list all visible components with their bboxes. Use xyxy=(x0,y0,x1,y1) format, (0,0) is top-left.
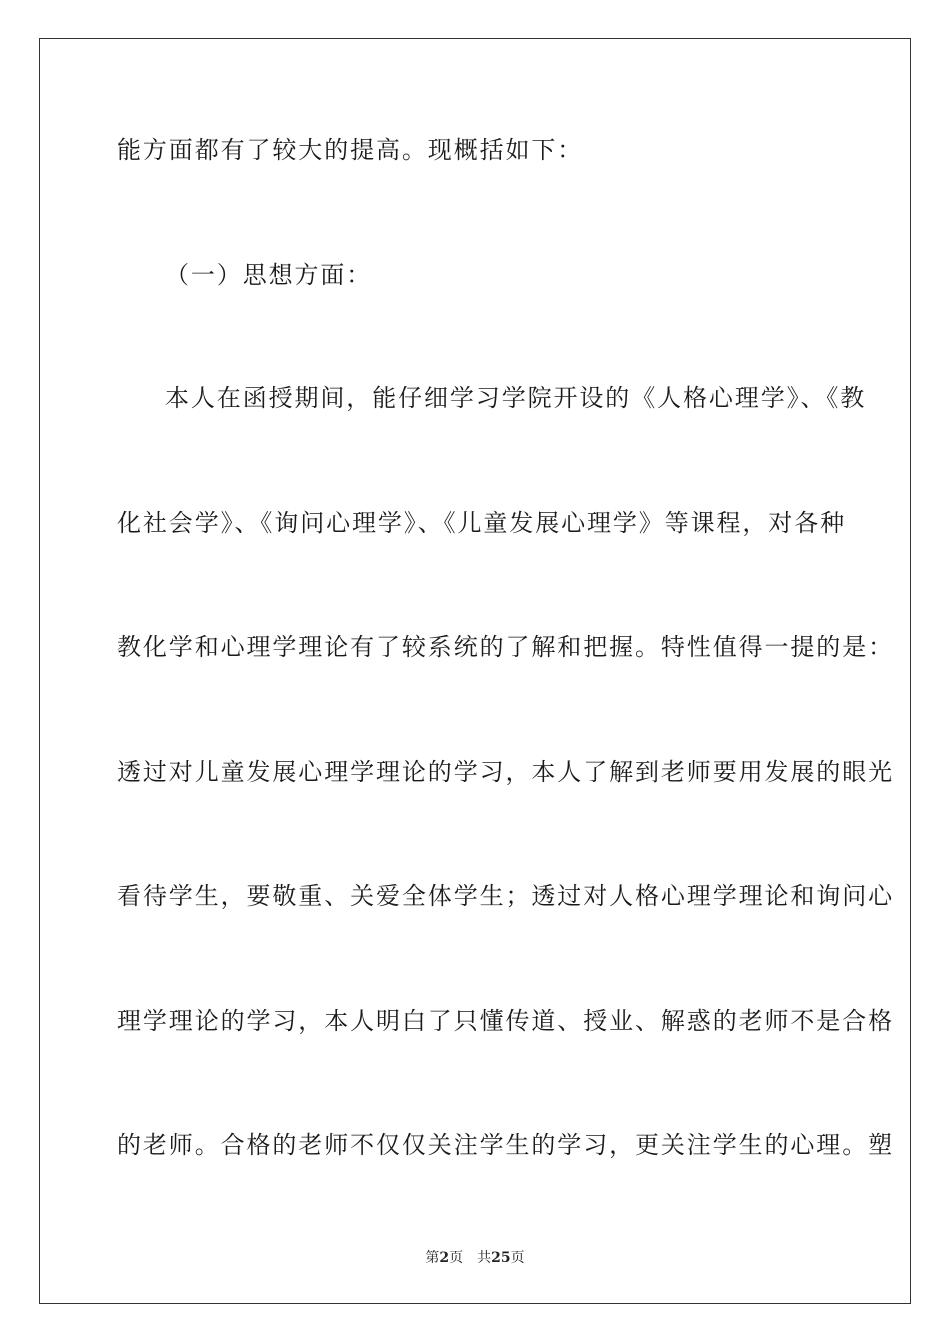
body-text-line-8: 的老师。合格的老师不仅仅关注学生的学习，更关注学生的心理。塑 xyxy=(117,1131,894,1159)
section-heading: （一）思想方面： xyxy=(165,261,373,289)
body-text-line-7: 理学理论的学习，本人明白了只懂传道、授业、解惑的老师不是合格 xyxy=(117,1007,894,1035)
total-prefix: 共 xyxy=(477,1250,492,1266)
page-border xyxy=(39,38,911,1304)
page-footer xyxy=(0,1248,950,1268)
page-suffix: 页 xyxy=(449,1250,464,1266)
body-text-line-1: 能方面都有了较大的提高。现概括如下： xyxy=(117,136,584,164)
body-text-line-5: 透过对儿童发展心理学理论的学习，本人了解到老师要用发展的眼光 xyxy=(117,758,894,786)
body-text-line-3: 化社会学》、《询问心理学》、《儿童发展心理学》等课程，对各种 xyxy=(117,509,846,537)
body-text-line-2: 本人在函授期间，能仔细学习学院开设的《人格心理学》、《教 xyxy=(165,384,867,412)
total-pages: 25 xyxy=(491,1250,511,1266)
page-prefix: 第 xyxy=(425,1250,440,1266)
body-text-line-6: 看待学生，要敬重、关爱全体学生；透过对人格心理学理论和询问心 xyxy=(117,882,894,910)
total-suffix: 页 xyxy=(510,1250,525,1266)
page-number: 2 xyxy=(439,1250,450,1266)
body-text-line-4: 教化学和心理学理论有了较系统的了解和把握。特性值得一提的是： xyxy=(117,633,894,661)
